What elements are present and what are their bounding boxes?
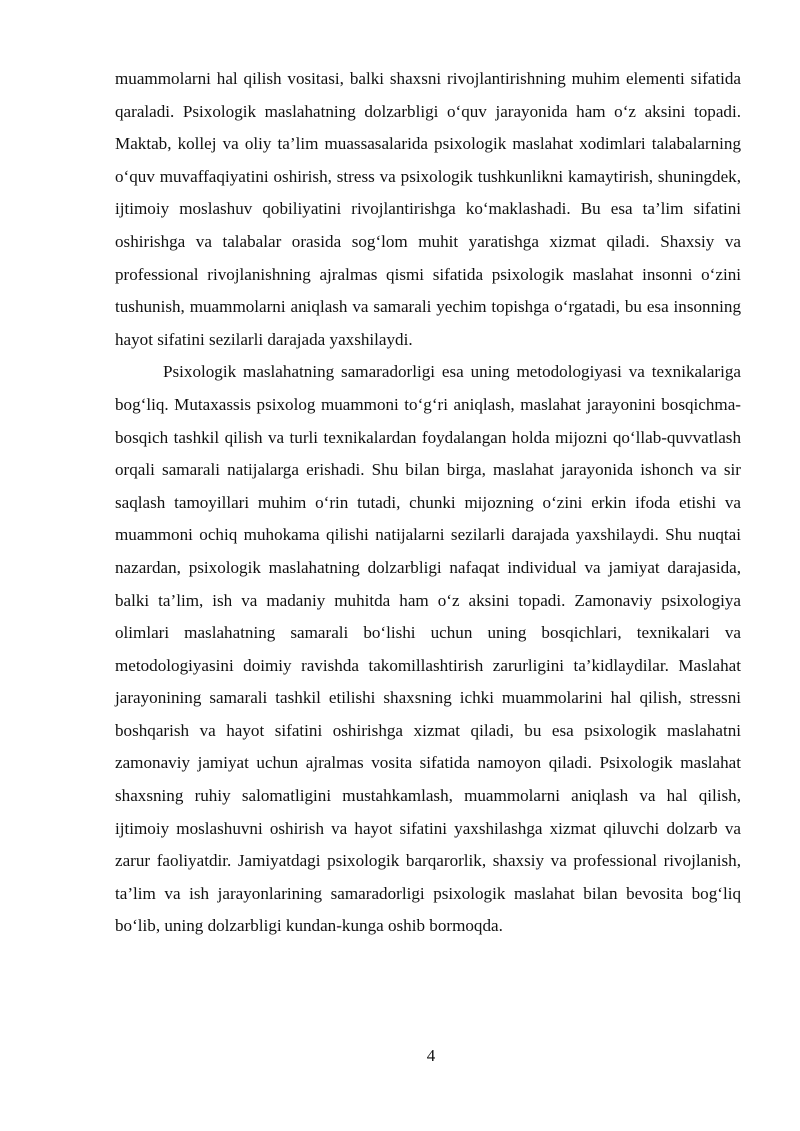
body-paragraph-2: Psixologik maslahatning samaradorligi esa uning metodologiyasi va texnikalariga bog‘liq. Mutaxassis psixolog muammoni to‘g‘ri aniqlash, maslahat jarayonini bosqichma-bosqich tashkil qilish va turli texnikalardan foydalangan holda mijozni qo‘llab-quvvatlash orqali samarali natijalarga erishadi. Shu bilan birga, maslahat jarayonida ishonch va sir saqlash tamoyillari muhim o‘rin tutadi, chunki mijozning o‘zini erkin ifoda etishi va muammoni ochiq muhokama qilishi natijalarni sezilarli darajada yaxshilaydi. Shu nuqtai nazardan, psixologik maslahatning dolzarbligi nafaqat individual va jamiyat darajasida, balki ta’lim, ish va madaniy muhitda ham o‘z aksini topadi. Zamonaviy psixologiya olimlari maslahatning samarali bo‘lishi uchun uning bosqichlari, texnikalari va metodologiyasini doimiy ravishda takomillashtirish zarurligini ta’kidlaydilar. Maslahat jarayonining samarali tashkil etilishi shaxsning ichki muammolarini hal qilish, stressni boshqarish va hayot sifatini oshirishga xizmat qiladi, bu esa psixologik maslahatni zamonaviy jamiyat uchun ajralmas vosita sifatida namoyon qiladi. Psixologik maslahat shaxsning ruhiy salomatligini mustahkamlash, muammolarni aniqlash va hal qilish, ijtimoiy moslashuvni oshirish va hayot sifatini yaxshilashga xizmat qiluvchi dolzarb va zarur faoliyatdir. Jamiyatdagi psixologik barqarorlik, shaxsiy va professional rivojlanish, ta’lim va ish jarayonlarining samaradorligi psixologik maslahat bilan bevosita bog‘liq bo‘lib, uning dolzarbligi kundan-kunga oshib bormoqda. [115,362,741,936]
body-paragraph-1: muammolarni hal qilish vositasi, balki shaxsni rivojlantirishning muhim elementi sifatida qaraladi. Psixologik maslahatning dolzarbligi o‘quv jarayonida ham o‘z aksini topadi. Maktab, kollej va oliy ta’lim muassasalarida psixologik maslahat xodimlari talabalarning o‘quv muvaffaqiyatini oshirish, stress va psixologik tushkunlikni kamaytirish, shuningdek, ijtimoiy moslashuv qobiliyatini rivojlantirishga ko‘maklashadi. Bu esa ta’lim sifatini oshirishga va talabalar orasida sog‘lom muhit yaratishga xizmat qiladi. Shaxsiy va professional rivojlanishning ajralmas qismi sifatida psixologik maslahat insonni o‘zini tushunish, muammolarni aniqlash va samarali yechim topishga o‘rgatadi, bu esa insonning hayot sifatini sezilarli darajada yaxshilaydi. [115,69,741,349]
page-number: 4 [426,1046,436,1065]
document-page [115,63,741,943]
